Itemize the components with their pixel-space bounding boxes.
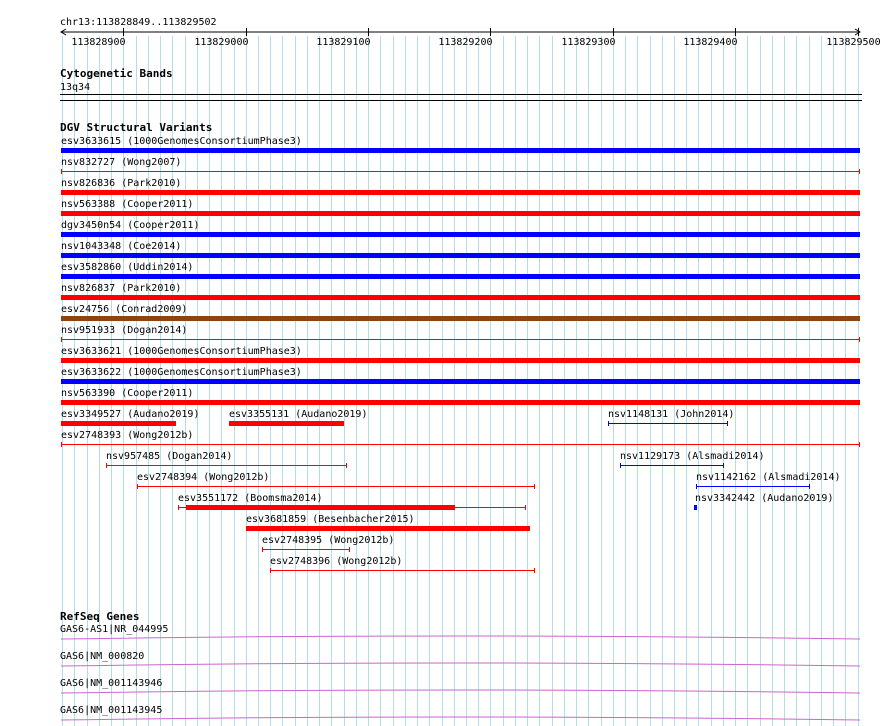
refseq-track-title: RefSeq Genes bbox=[60, 610, 140, 623]
variant-label: esv2748395 (Wong2012b) bbox=[262, 535, 395, 546]
refseq-track bbox=[60, 610, 860, 720]
variant-bar bbox=[61, 253, 860, 258]
variant-feature[interactable] bbox=[229, 409, 367, 426]
location-label: chr13:113828849..113829502 bbox=[60, 17, 217, 28]
variant-core-bar bbox=[186, 505, 455, 510]
gene-intron-line bbox=[61, 717, 860, 720]
variant-feature[interactable] bbox=[137, 472, 535, 489]
variant-feature[interactable] bbox=[61, 367, 860, 384]
dgv-track-title: DGV Structural Variants bbox=[60, 121, 213, 134]
variant-label: esv3633622 (1000GenomesConsortiumPhase3) bbox=[61, 367, 302, 378]
variant-label: esv2748393 (Wong2012b) bbox=[61, 430, 194, 441]
variant-bar bbox=[61, 316, 860, 321]
variant-label: esv3633621 (1000GenomesConsortiumPhase3) bbox=[61, 346, 302, 357]
variant-bar bbox=[246, 526, 530, 531]
variant-feature[interactable] bbox=[61, 346, 860, 363]
gene-features bbox=[60, 624, 860, 720]
variant-feature[interactable] bbox=[61, 430, 860, 447]
tick-label: 113829200 bbox=[438, 37, 493, 48]
ruler-ticks bbox=[71, 28, 880, 48]
variant-feature[interactable] bbox=[61, 262, 860, 279]
variant-label: esv3551172 (Boomsma2014) bbox=[178, 493, 323, 504]
variant-feature[interactable] bbox=[262, 535, 394, 552]
variant-bar bbox=[61, 295, 860, 300]
tick-label: 113829000 bbox=[194, 37, 249, 48]
variant-label: nsv957485 (Dogan2014) bbox=[106, 451, 233, 462]
variant-label: nsv832727 (Wong2007) bbox=[61, 157, 182, 168]
variant-label: esv3681859 (Besenbacher2015) bbox=[246, 514, 415, 525]
tick-label: 113829100 bbox=[316, 37, 371, 48]
gene-label: GAS6|NM_000820 bbox=[60, 651, 145, 662]
variant-bar bbox=[61, 211, 860, 216]
tick-label: 113829300 bbox=[561, 37, 616, 48]
variant-label: esv2748396 (Wong2012b) bbox=[270, 556, 403, 567]
tick-label: 113828900 bbox=[71, 37, 126, 48]
variant-bar bbox=[61, 400, 860, 405]
cytoband-label: 13q34 bbox=[60, 82, 91, 93]
variant-feature[interactable] bbox=[61, 178, 860, 195]
gene-feature[interactable] bbox=[60, 651, 860, 666]
variant-label: esv3633615 (1000GenomesConsortiumPhase3) bbox=[61, 136, 302, 147]
variant-feature[interactable] bbox=[694, 493, 833, 510]
gene-intron-line bbox=[61, 636, 860, 639]
gene-intron-line bbox=[61, 690, 860, 693]
variant-label: nsv3342442 (Audano2019) bbox=[695, 493, 834, 504]
variant-feature[interactable] bbox=[61, 136, 860, 153]
variant-label: esv24756 (Conrad2009) bbox=[61, 304, 188, 315]
variant-label: nsv563390 (Cooper2011) bbox=[61, 388, 194, 399]
variant-label: nsv1148131 (John2014) bbox=[608, 409, 735, 420]
variant-feature[interactable] bbox=[61, 304, 860, 321]
variant-label: dgv3450n54 (Cooper2011) bbox=[61, 220, 200, 231]
variant-bar bbox=[61, 190, 860, 195]
variant-feature[interactable] bbox=[61, 220, 860, 237]
variant-bar bbox=[61, 148, 860, 153]
variant-feature[interactable] bbox=[270, 556, 535, 573]
variant-features bbox=[61, 136, 860, 573]
gene-label: GAS6-AS1|NR_044995 bbox=[60, 624, 169, 635]
variant-feature[interactable] bbox=[61, 409, 199, 426]
gene-feature[interactable] bbox=[60, 678, 860, 693]
variant-bar bbox=[61, 421, 176, 426]
variant-bar bbox=[61, 379, 860, 384]
variant-feature[interactable] bbox=[61, 388, 860, 405]
variant-label: esv3582860 (Uddin2014) bbox=[61, 262, 194, 273]
gene-label: GAS6|NM_001143946 bbox=[60, 678, 163, 689]
variant-feature[interactable] bbox=[696, 472, 841, 489]
variant-label: nsv826837 (Park2010) bbox=[61, 283, 182, 294]
variant-feature[interactable] bbox=[61, 241, 860, 258]
variant-label: nsv563388 (Cooper2011) bbox=[61, 199, 194, 210]
variant-feature[interactable] bbox=[61, 283, 860, 300]
gene-feature[interactable] bbox=[60, 705, 860, 720]
variant-feature[interactable] bbox=[620, 451, 765, 468]
gene-feature[interactable] bbox=[60, 624, 860, 639]
variant-label: nsv951933 (Dogan2014) bbox=[61, 325, 188, 336]
variant-label: nsv1142162 (Alsmadi2014) bbox=[696, 472, 841, 483]
tick-label: 113829400 bbox=[683, 37, 738, 48]
tick-label: 113829500 bbox=[826, 37, 881, 48]
dgv-track bbox=[60, 121, 860, 573]
variant-feature[interactable] bbox=[178, 493, 526, 510]
variant-label: esv3349527 (Audano2019) bbox=[61, 409, 200, 420]
variant-label: esv2748394 (Wong2012b) bbox=[137, 472, 270, 483]
variant-label: nsv1043348 (Coe2014) bbox=[61, 241, 182, 252]
gene-label: GAS6|NM_001143945 bbox=[60, 705, 163, 716]
variant-bar bbox=[61, 274, 860, 279]
variant-feature[interactable] bbox=[61, 157, 860, 174]
ruler bbox=[60, 17, 881, 48]
variant-bar bbox=[61, 358, 860, 363]
cytoband-track-title: Cytogenetic Bands bbox=[60, 67, 173, 80]
variant-feature[interactable] bbox=[61, 325, 860, 342]
variant-label: nsv1129173 (Alsmadi2014) bbox=[620, 451, 765, 462]
variant-bar bbox=[229, 421, 344, 426]
variant-bar bbox=[694, 505, 697, 510]
variant-label: nsv826836 (Park2010) bbox=[61, 178, 182, 189]
gene-intron-line bbox=[61, 663, 860, 666]
variant-feature[interactable] bbox=[608, 409, 734, 426]
variant-feature[interactable] bbox=[246, 514, 530, 531]
variant-feature[interactable] bbox=[61, 199, 860, 216]
cytoband-track bbox=[60, 67, 862, 101]
variant-bar bbox=[61, 232, 860, 237]
variant-feature[interactable] bbox=[106, 451, 347, 468]
variant-label: esv3355131 (Audano2019) bbox=[229, 409, 368, 420]
